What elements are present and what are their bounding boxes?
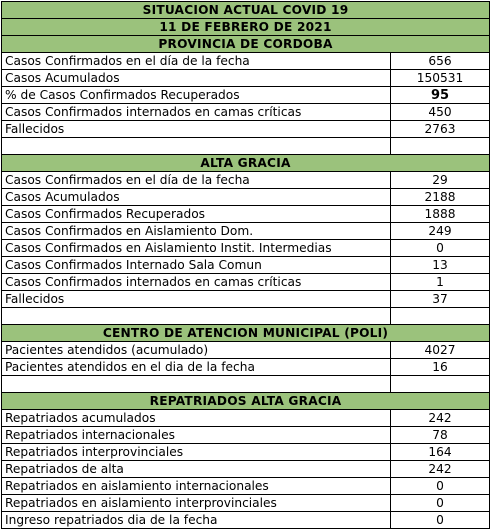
spacer-row: [2, 376, 490, 393]
table-row: [2, 478, 490, 495]
section-header-row: [2, 393, 490, 410]
table-row: [2, 427, 490, 444]
row-label: Fallecidos: [2, 291, 391, 308]
row-value: 1888: [391, 206, 490, 223]
title-row: [2, 2, 490, 19]
row-label: Repatriados interprovinciales: [2, 444, 391, 461]
row-value: 242: [391, 461, 490, 478]
report-title: SITUACION ACTUAL COVID 19: [2, 2, 490, 19]
table-row: [2, 512, 490, 529]
row-label: Casos Confirmados Internado Sala Comun: [2, 257, 391, 274]
row-value: 78: [391, 427, 490, 444]
section-header-row: [2, 36, 490, 53]
section-title-centro-de-atencion-municipal-poli: CENTRO DE ATENCION MUNICIPAL (POLI): [2, 325, 490, 342]
row-value: 13: [391, 257, 490, 274]
row-label: Casos Confirmados en Aislamiento Dom.: [2, 223, 391, 240]
empty-cell: [2, 138, 391, 155]
row-value: 242: [391, 410, 490, 427]
row-label: Casos Confirmados en el día de la fecha: [2, 172, 391, 189]
row-value: 2763: [391, 121, 490, 138]
table-row: [2, 274, 490, 291]
table-row: [2, 444, 490, 461]
table-row: [2, 240, 490, 257]
table-row: [2, 359, 490, 376]
table-row: [2, 104, 490, 121]
table-row: [2, 461, 490, 478]
row-label: Casos Confirmados internados en camas críticas: [2, 104, 391, 121]
row-label: Repatriados de alta: [2, 461, 391, 478]
empty-cell: [391, 376, 490, 393]
row-label: Casos Confirmados en el día de la fecha: [2, 53, 391, 70]
row-label: Repatriados en aislamiento interprovinciales: [2, 495, 391, 512]
row-label: Ingreso repatriados dia de la fecha: [2, 512, 391, 529]
row-label: Repatriados en aislamiento internacionales: [2, 478, 391, 495]
empty-cell: [391, 308, 490, 325]
row-value: 16: [391, 359, 490, 376]
table-row: [2, 53, 490, 70]
empty-cell: [2, 376, 391, 393]
row-value: 656: [391, 53, 490, 70]
table-row: [2, 291, 490, 308]
section-title-repatriados-alta-gracia: REPATRIADOS ALTA GRACIA: [2, 393, 490, 410]
row-label: Repatriados acumulados: [2, 410, 391, 427]
empty-cell: [391, 138, 490, 155]
row-label: % de Casos Confirmados Recuperados: [2, 87, 391, 104]
table-row: [2, 172, 490, 189]
row-value: 164: [391, 444, 490, 461]
row-label: Casos Confirmados en Aislamiento Instit. Intermedias: [2, 240, 391, 257]
date-row: [2, 19, 490, 36]
covid-status-table: [1, 1, 490, 529]
row-value: 37: [391, 291, 490, 308]
row-value: 2188: [391, 189, 490, 206]
row-label: Fallecidos: [2, 121, 391, 138]
row-value: 1: [391, 274, 490, 291]
row-value: 450: [391, 104, 490, 121]
table-row: [2, 257, 490, 274]
spacer-row: [2, 308, 490, 325]
section-title-provincia-de-cordoba: PROVINCIA DE CORDOBA: [2, 36, 490, 53]
table-row: [2, 189, 490, 206]
row-value: 0: [391, 495, 490, 512]
row-value: 0: [391, 240, 490, 257]
table-row: [2, 495, 490, 512]
section-header-row: [2, 155, 490, 172]
row-label: Casos Acumulados: [2, 70, 391, 87]
empty-cell: [2, 308, 391, 325]
row-value: 150531: [391, 70, 490, 87]
row-label: Casos Confirmados Recuperados: [2, 206, 391, 223]
table-row: [2, 342, 490, 359]
section-header-row: [2, 325, 490, 342]
row-value: 0: [391, 478, 490, 495]
table-row: [2, 70, 490, 87]
row-value: 249: [391, 223, 490, 240]
report-date: 11 DE FEBRERO DE 2021: [2, 19, 490, 36]
table-row: [2, 87, 490, 104]
table-row: [2, 206, 490, 223]
table-row: [2, 121, 490, 138]
row-label: Casos Confirmados internados en camas críticas: [2, 274, 391, 291]
table-row: [2, 410, 490, 427]
row-value: 0: [391, 512, 490, 529]
table-row: [2, 223, 490, 240]
row-value: 95: [391, 87, 490, 104]
row-label: Repatriados internacionales: [2, 427, 391, 444]
row-label: Casos Acumulados: [2, 189, 391, 206]
row-label: Pacientes atendidos en el dia de la fecha: [2, 359, 391, 376]
spacer-row: [2, 138, 490, 155]
row-label: Pacientes atendidos (acumulado): [2, 342, 391, 359]
row-value: 29: [391, 172, 490, 189]
section-title-alta-gracia: ALTA GRACIA: [2, 155, 490, 172]
row-value: 4027: [391, 342, 490, 359]
